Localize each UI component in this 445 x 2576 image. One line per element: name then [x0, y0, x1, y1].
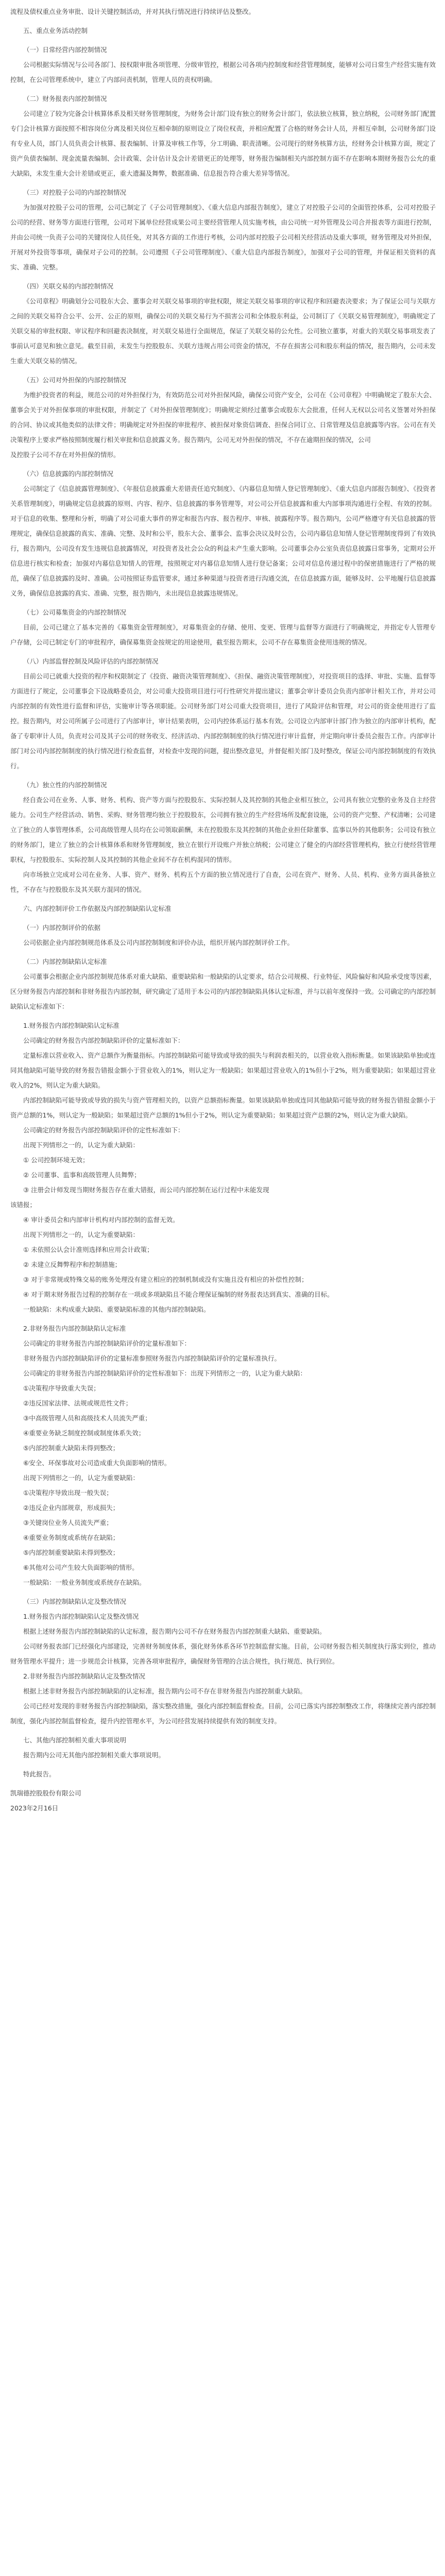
paragraph: 2023年2月16日: [10, 1804, 59, 1812]
paragraph: （三）对控股子公司的内部控制情况: [23, 189, 127, 196]
paragraph: ①决策程序导致出现一般失误；: [23, 1489, 113, 1497]
paragraph: ⑥安全、环保事故对公司造成重大负面影响的情形。: [23, 1459, 171, 1467]
paragraph: 出现下列情形之一的，认定为重要缺陷：: [23, 1474, 140, 1482]
paragraph: 目前，公司已建立了基本完善的《募集资金管理制度》，对募集资金的存储、使用、变更、管理与监督等方面进行了明确规定，并指定专人管理专户存储，公司已制定专门的审批程序，确保募集资金按规定的用途使用，截至报告期末，公司不存在募集资金使用违规的情况。: [10, 623, 436, 646]
paragraph: 2.非财务报告内部控制缺陷认定及整改情况: [23, 1672, 145, 1680]
paragraph: ⑥其他对公司产生较大负面影响的情形。: [23, 1564, 139, 1571]
paragraph: 为加强对控股子公司的管理，公司已制定了《子公司管理制度》、《重大信息内部报告制度》，建立了对控股子公司的全面管控体系，公司对控股子公司的经营、财务等方面进行管理，公司对下属单位经营成果公司主要经营管理人员实施考核，由公司统一对外管理及公司合并报表等方面进行控制，并由公司统一负责子公司的关键岗位人员任免，对其各方面的工作进行考核，公司内部对控股子公司相关经营活动及重大事项，财务管理及对外担保，开展对外投资等事项，确保对子公司的控制。公司遵照《子公司管理制度》、《重大信息内部报告制度》，加强对子公司的管理，并保证相关资料的真实、准确、完整。: [10, 204, 436, 271]
paragraph: ② 未建立反舞弊程序和控制措施；: [23, 1261, 122, 1268]
paragraph: 报告期内公司无其他内部控制相关重大事项说明。: [23, 1751, 165, 1759]
paragraph: ⑤内部控制重要缺陷未得到整改；: [23, 1549, 119, 1556]
paragraph: 及控股子公司不存在对外担保的情形。: [10, 451, 120, 459]
paragraph: 公司制定了《信息披露管理制度》、《年报信息披露重大差错责任追究制度》、《内幕信息知情人登记管理制度》、《重大信息内部报告制度》、《投资者关系管理制度》，明确规定信息披露的原则、内容、程序、信息披露的事务管理等，对公司公开信息披露和重大内部事项沟通进行全程、有效的控制。对于信息的收集、整理和分析，明确了对公司重大事件的界定和报告内容、报告程序、审核、披露程序等。报告期内，公司严格遵守有关信息披露的管理规定，确保信息披露的真实、准确、完整、及时和公平，股东大会、董事会、监事会决议及时公告，公司内幕信息知情人登记管理制度得到了有效执行，报告期内，公司没有发生违规信息披露情况，对投资者及社会公众的利益未产生重大影响。公司董事会办公室负责信息披露日常事务，定期对公开信息进行核实和检查；加强对内幕信息知情人的管理，按照规定对内幕信息知情人进行登记备案；公司对信息传递过程中的保密措施进行了严格的规范，确保了信息披露的及时、准确。公司按照证券监管要求，通过多种渠道与投资者进行沟通交流，在信息披露方面，能够及时、公平地履行信息披露义务，确保信息披露的真实、准确、完整，报告期内，未出现信息披露违规情况。: [10, 485, 436, 597]
paragraph: 根据上述非财务报告内部控制缺陷的认定标准，报告期内公司不存在非财务报告内部控制重大缺陷。: [23, 1687, 307, 1695]
paragraph: 流程及债权重点业务审批、设计关键控制活动，并对其执行情况进行持续评估及整改。: [10, 8, 255, 15]
paragraph: 经自查公司在业务、人事、财务、机构、资产等方面与控股股东、实际控制人及其控制的其他企业相互独立，公司具有独立完整的业务及自主经营能力。公司生产经营活动、销售、采购、财务管理均独立于控股股东，公司拥有独立的生产经营场所及配套设施，公司的资产完整、产权清晰；公司建立了独立的人事管理体系，公司高级管理人员均在公司领取薪酬，未在控股股东及其控制的其他企业担任除董事、监事以外的其他职务；公司设有独立的财务部门，建立了独立的会计核算体系和财务管理制度，独立在银行开设账户并独立纳税；公司建立了健全的内部经营管理机构，独立行使经营管理职权，与控股股东、实际控制人及其控制的其他企业间不存在机构混同的情形。: [10, 796, 436, 863]
paragraph: ②违反企业内部规章，形成损失；: [23, 1504, 119, 1512]
paragraph: 1.财务报告内部控制缺陷认定标准: [23, 1022, 119, 1029]
paragraph: （二）财务报表内部控制情况: [23, 95, 107, 103]
paragraph: 向市场独立完成对公司在业务、人事、资产、财务、机构五个方面的独立情况进行了自查，公司在资产、财务、人员、机构、业务方面具备独立性，不存在与控股股东及其关联方混同的情况。: [10, 871, 436, 893]
paragraph: （一）日常经营内部控制情况: [23, 46, 107, 54]
paragraph: 五、重点业务活动控制: [23, 27, 88, 35]
paragraph: 六、内部控制评价工作依据及内部控制缺陷认定标准: [23, 905, 172, 912]
paragraph: 定量标准以营业收入、资产总额作为衡量指标。内部控制缺陷可能导致或导致的损失与利润表相关的，以营业收入指标衡量。如果该缺陷单独或连同其他缺陷可能导致的财务报告错报金额小于营业收入的1%，则认定为一般缺陷；如果超过营业收入的1%但小于2%，则为重要缺陷；如果超过营业收入的2%，则认定为重大缺陷。: [10, 1052, 436, 1089]
paragraph: （五）公司对外担保的内部控制情况: [23, 376, 127, 384]
paragraph: 该错报；: [10, 1201, 37, 1209]
paragraph: 公司已经对发现的非财务报告内部控制缺陷，落实整改措施，强化内部控制监督检查。目前，公司已落实内部控制整改工作，将继续完善内部控制制度，强化内部控制监督检查，提升内控管理水平，为公司经营发展持续提供有效的制度支持。: [10, 1702, 436, 1725]
paragraph: ③关键岗位业务人员流失严重；: [23, 1519, 113, 1527]
paragraph: ⑤内部控制重大缺陷未得到整改；: [23, 1444, 119, 1452]
paragraph: 公司董事会根据企业内部控制规范体系对重大缺陷、重要缺陷和一般缺陷的认定要求，结合公司规模、行业特征、风险偏好和风险承受度等因素，区分财务报告内部控制和非财务报告内部控制，研究确定了适用于本公司的内部控制缺陷具体认定标准，并与以前年度保持一致。公司确定的内部控制缺陷认定标准如下：: [10, 973, 436, 1010]
paragraph: （七）公司募集资金的内部控制情况: [23, 608, 127, 616]
paragraph: 凯瑞德控股股份有限公司: [10, 1789, 81, 1797]
paragraph: ③ 对于非常规或特殊交易的账务处理没有建立相应的控制机制或没有实施且没有相应的补偿性控制；: [23, 1276, 308, 1283]
paragraph: ④ 对于期末财务报告过程的控制存在一项或多项缺陷且不能合理保证编制的财务报表达到真实、准确的目标。: [23, 1291, 334, 1298]
paragraph: 根据上述财务报告内部控制缺陷的认定标准，报告期内公司不存在财务报告内部控制重大缺陷、重要缺陷。: [23, 1628, 326, 1635]
paragraph: 公司建立了较为完备会计核算体系及相关财务管理制度，为财务会计部门设有独立的财务会计部门，依法独立核算，独立纳税，公司财务部门配置专门会计核算方面按照不相容岗位分离及相关岗位互相牵制的原则设立了岗位权责，并相应配置了合格的财务会计人员，并相互牵制，公司财务部门设有专业人员，部门人员负责会计核算、报表编制、计算及审核工作等，分工明确、职责清晰。公司现行的财务核算方法，经财务会计核算方面，规定了资产负债表编制、现金流量表编制、会计政策、会计估计及会计差错更正的处理等，财务报告编制相关内部控制方面不存在影响本期财务报告公允的重大缺陷，未发生重大会计差错或更正，重大遗漏及舞弊，数据准确、信息报告符合重大差异等情况。: [10, 110, 436, 177]
paragraph: （四）关联交易的内部控制情况: [23, 282, 114, 290]
paragraph: 出现下列情形之一的，认定为重要缺陷：: [23, 1231, 140, 1239]
paragraph: ①决策程序导致重大失误；: [23, 1384, 100, 1392]
paragraph: ② 公司董事、监事和高级管理人员舞弊；: [23, 1171, 141, 1179]
paragraph: ③中高级管理人员和高级技术人员流失严重；: [23, 1414, 151, 1422]
paragraph: （八）内部监督控制及风险评估的内部控制情况: [23, 657, 159, 665]
paragraph: ④ 审计委员会和内部审计机构对内部控制的监督无效。: [23, 1216, 179, 1224]
paragraph: 出现下列情形之一的，认定为重大缺陷：: [23, 1141, 140, 1149]
paragraph: ④重要业务制度或系统存在缺陷；: [23, 1534, 119, 1541]
paragraph: 公司确定的非财务报告内部控制缺陷评价的定量标准如下：: [23, 1340, 191, 1347]
paragraph: 公司财务报表部门已经强化内部建设，完善财务制度体系，强化财务体系各环节控制监督实施。目前，公司财务报告相关制度执行落实到位，推动财务管理水平提升；进一步规范会计核算，完善各项审批程序，确保财务管理的合法合规性，执行规范、执行到位。: [10, 1642, 436, 1665]
paragraph: 一般缺陷：一般业务制度或系统存在缺陷。: [23, 1579, 146, 1586]
paragraph: 七、其他内部控制相关重大事项说明: [23, 1736, 127, 1744]
paragraph: 公司确定的非财务报告内部控制缺陷评价的定性标准如下：出现下列情形之一的，认定为重大缺陷：: [23, 1369, 307, 1377]
paragraph: （三）内部控制缺陷认定及整改情况: [23, 1598, 127, 1605]
document-body: [10, 4, 436, 1816]
paragraph: 非财务报告内部控制缺陷评价的定量标准参照财务报告内部控制缺陷评价的定量标准执行。: [23, 1354, 281, 1362]
paragraph: 1.财务报告内部控制缺陷认定及整改情况: [23, 1613, 139, 1620]
paragraph: 公司确定的财务报告内部控制缺陷评价的定量标准如下：: [23, 1037, 184, 1044]
paragraph: 公司确定的财务报告内部控制缺陷评价的定性标准如下：: [23, 1126, 184, 1134]
paragraph: 一般缺陷：未构成重大缺陷、重要缺陷标准的其他内部控制缺陷。: [23, 1306, 210, 1313]
paragraph: （九）独立性的内部控制情况: [23, 781, 107, 789]
paragraph: （一）内部控制评价的依据: [23, 924, 101, 931]
paragraph: ④重要业务缺乏制度控制或制度体系失效；: [23, 1429, 145, 1437]
paragraph: 2.非财务报告内部控制缺陷认定标准: [23, 1325, 126, 1332]
paragraph: （二）内部控制缺陷认定标准: [23, 958, 107, 965]
paragraph: ③ 注册会计师发现当期财务报告存在重大错报，而公司内部控制在运行过程中未能发现: [23, 1186, 269, 1194]
paragraph: 公司依据企业内部控制规范体系及公司内部控制制度和评价办法，组织开展内部控制评价工作。: [23, 939, 294, 946]
paragraph: 公司根据实际情况与公司各部门、按权限审批各项管理、分级审管控，根据公司各项内控制度和经营管理制度，能够对公司日常生产经营实施有效控制，在公司管理系统中，建立了内部问责机制，管理人员的责权明确。: [10, 61, 436, 83]
paragraph: 为维护投资者的利益，规范公司的对外担保行为，有效防范公司对外担保风险，确保公司资产安全，公司在《公司章程》中明确规定了股东大会、董事会关于对外担保事项的审批权限，并制定了《对外担保管理制度》；明确规定须经过董事会或股东大会批准，任何人无权以公司名义签署对外担保的合同、协议或其他类似的法律文件；明确规定对外担保的审批程序、被担保对象资信调查、担保合同订立、日常管理及信息披露等内容。公司在有关决策程序上要求严格按照制度履行相关审批和信息披露义务。报告期内，公司无对外担保的情况，不存在逾期担保的情况，公司: [10, 391, 436, 444]
paragraph: ① 未依照公认会计准则选择和应用会计政策；: [23, 1246, 153, 1253]
paragraph: ②违反国家法律、法规或规范性文件；: [23, 1399, 132, 1407]
paragraph: 特此报告。: [23, 1770, 56, 1778]
paragraph: 《公司章程》明确划分公司股东大会、董事会对关联交易事项的审批权限，规定关联交易事项的审议程序和回避表决要求；为了保证公司与关联方之间的关联交易符合公平、公开、公正的原则，确保公司的关联交易行为不损害公司和全体股东利益，公司制订了《关联交易管理制度》，明确规定了关联交易的审批权限、审议程序和回避表决制度，对关联交易进行全面规范，保证了关联交易的公允性。公司独立董事，对重大的关联交易事项发表了事前认可意见和独立意见。截至目前，未发生与控股股东、关联方违规占用公司资金的情况，不存在损害公司和股东利益的情况，报告期内，公司未发生重大关联交易的情况。: [10, 297, 436, 365]
paragraph: 内部控制缺陷可能导致或导致的损失与资产管理相关的，以资产总额指标衡量。如果该缺陷单独或连同其他缺陷可能导致的财务报告错报金额小于资产总额的1%，则认定为一般缺陷；如果超过资产总额的1%但小于2%，则认定为重要缺陷；如果超过资产总额的2%，则认定为重大缺陷。: [10, 1096, 436, 1119]
paragraph: 目前公司已就重大投资的程序和权限制定了《投资、融资决策管理制度》、《担保、融资决策管理制度》，对投资项目的选择、审批、实施、监督等方面进行了规定，公司董事会下设战略委员会，对公司重大投资项目进行可行性研究并提出建议；董事会审计委员会负责内部审计相关工作，并对公司内部控制的有效性进行监督和评估，实施审计等各项职能。公司财务部门对公司重大投资项目，进行了风险评估和管理，对公司的资金使用进行了监控。报告期内，对公司所属子公司进行了内部审计，审计结果表明，公司内控体系运行基本有效。公司设立内部审计部门作为独立的内部审计机构，配备了专职审计人员，负责对公司及其子公司的财务收支、经济活动、内部控制制度的执行情况进行审计监督，并定期向审计委员会报告工作。内部审计部门对公司内部控制制度的执行情况进行检查监督，对检查中发现的问题，提出整改意见，并督促相关部门及时整改，保证公司内部控制制度的有效执行。: [10, 672, 436, 770]
paragraph: （六）信息披露的内部控制情况: [23, 470, 114, 478]
paragraph: ① 公司控制环境无效；: [23, 1156, 89, 1164]
